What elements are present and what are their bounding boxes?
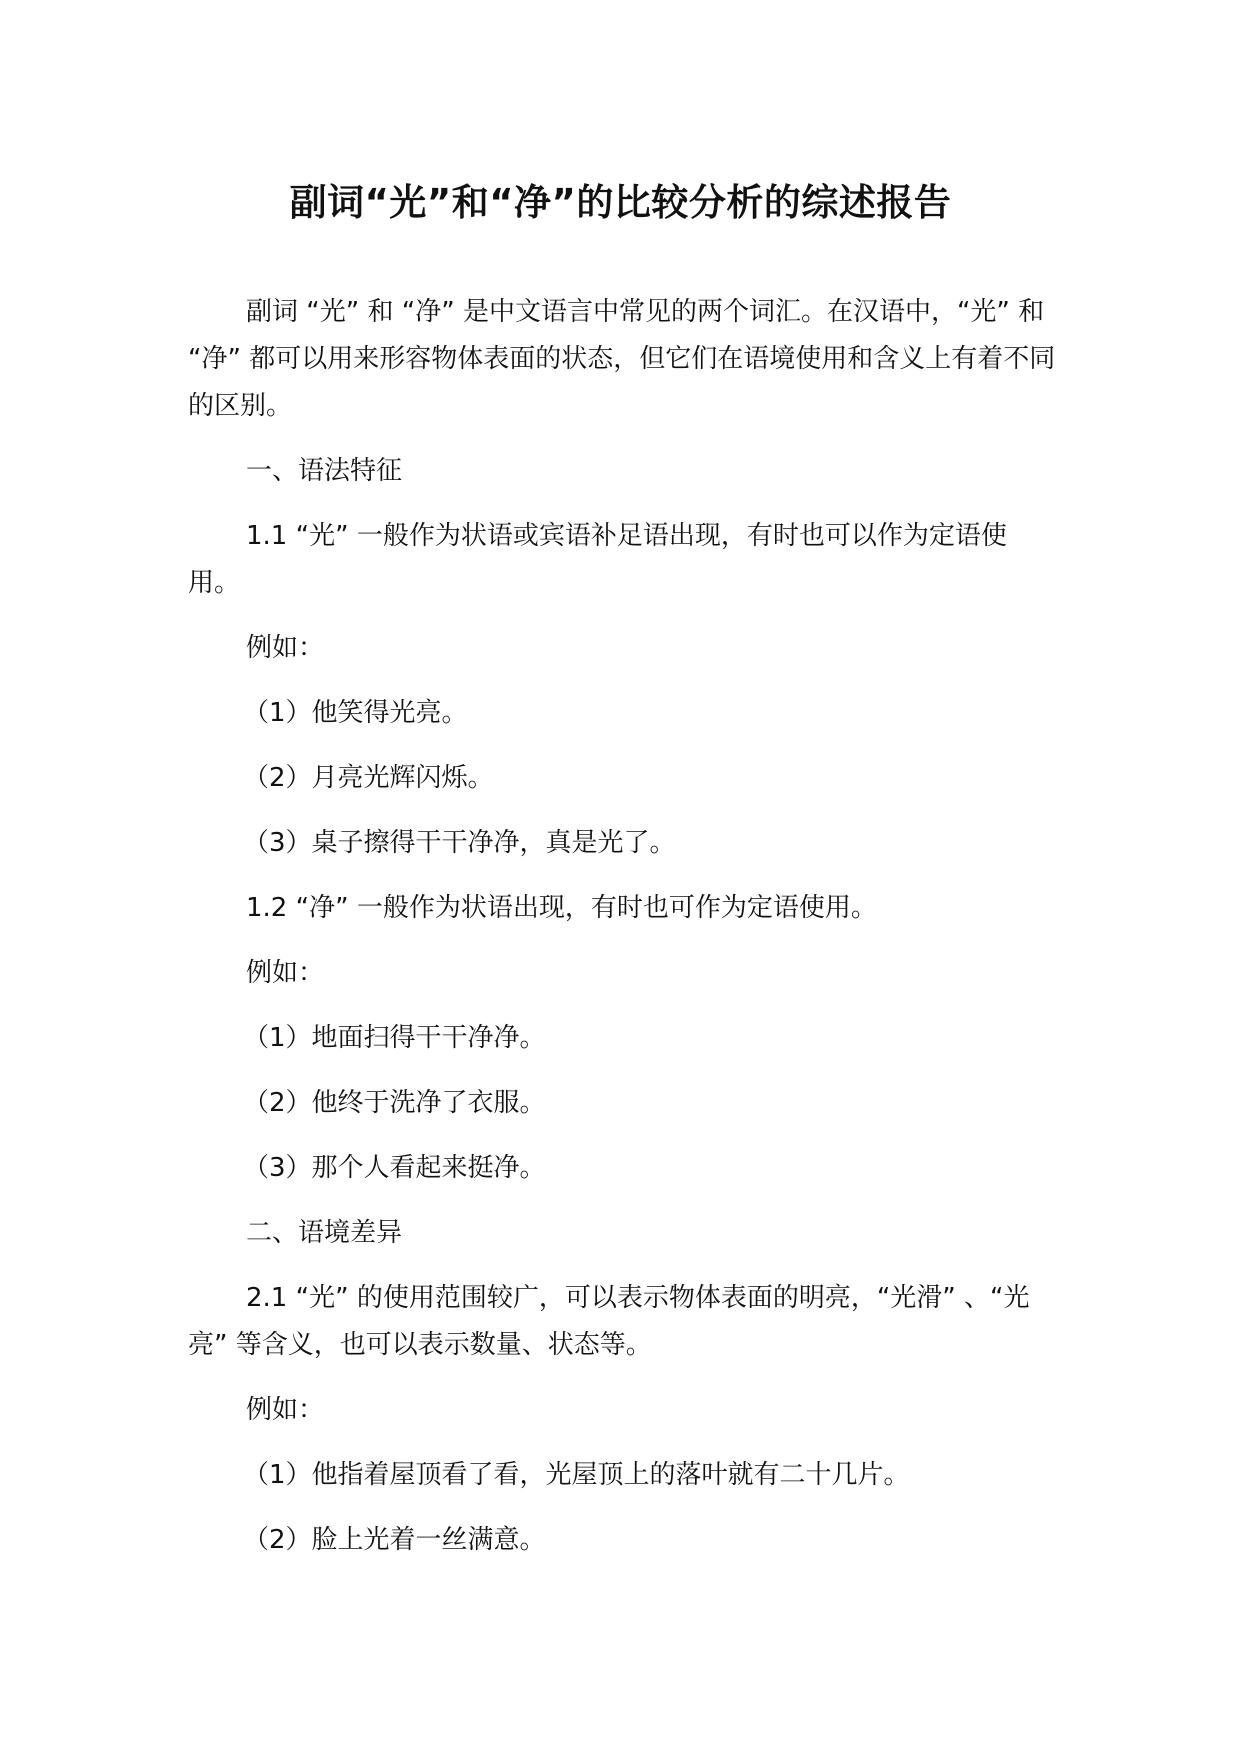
subsection-1-2: 1.2 “净” 一般作为状语出现，有时也可作为定语使用。: [246, 893, 877, 923]
example-item: （2）他终于洗净了衣服。: [243, 1088, 546, 1118]
example-label: 例如：: [246, 958, 325, 988]
document-body: [188, 289, 1058, 1582]
section-heading-context: 二、语境差异: [246, 1218, 403, 1248]
intro-paragraph: 副词 “光” 和 “净” 是中文语言中常见的两个词汇。在汉语中，“光” 和 “净” 都可以用来形容物体表面的状态，但它们在语境使用和含义上有着不同的区别。: [188, 297, 1056, 421]
example-item: （2）月亮光辉闪烁。: [243, 763, 494, 793]
example-item: （3）那个人看起来挺净。: [243, 1153, 546, 1183]
document-title: 副词“光”和“净”的比较分析的综述报告: [289, 181, 952, 224]
example-label: 例如：: [246, 1395, 325, 1425]
example-item: （3）桌子擦得干干净净，真是光了。: [243, 828, 676, 858]
section-heading-grammar: 一、语法特征: [246, 456, 403, 486]
subsection-2-1: 2.1 “光” 的使用范围较广，可以表示物体表面的明亮，“光滑” 、“光亮” 等含义，也可以表示数量、状态等。: [188, 1283, 1030, 1360]
example-item: （1）他笑得光亮。: [243, 698, 468, 728]
example-item: （1）他指着屋顶看了看，光屋顶上的落叶就有二十几片。: [243, 1460, 910, 1490]
subsection-1-1: 1.1 “光” 一般作为状语或宾语补足语出现，有时也可以作为定语使用。: [188, 521, 1007, 598]
example-label: 例如：: [246, 633, 325, 663]
example-item: （2）脸上光着一丝满意。: [243, 1525, 546, 1555]
example-item: （1）地面扫得干干净净。: [243, 1023, 546, 1053]
